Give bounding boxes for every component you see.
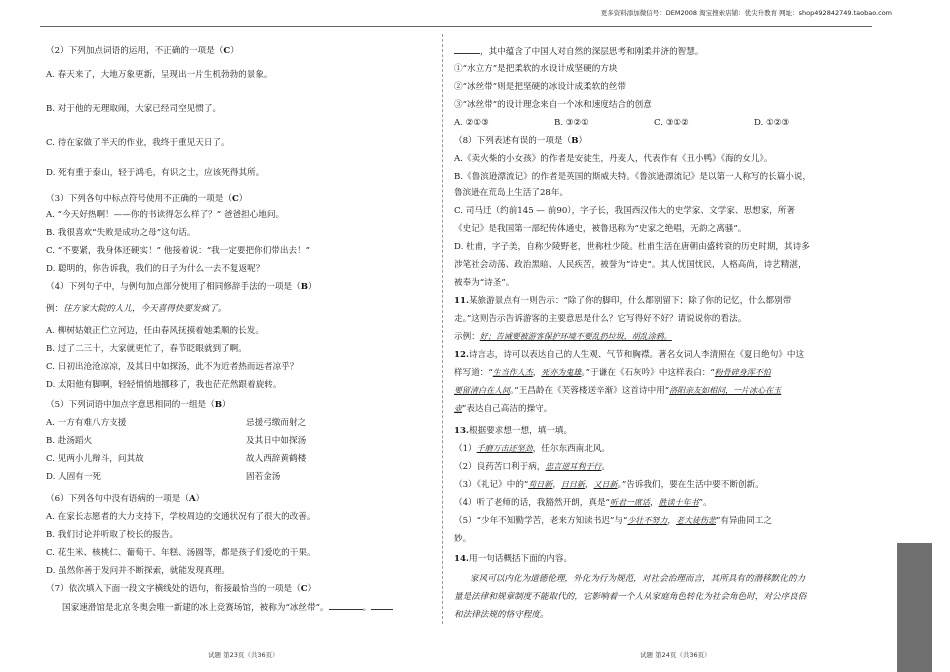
question-6-option-b: B. 我们讨论并听取了校长的报告。: [46, 530, 179, 540]
question-2-stem: （2）下列加点词语的运用，不正确的一项是（C）: [46, 46, 239, 56]
question-11-stem-cont: 走。”这则告示告诉游客的主要意思是什么？它写得好不好？请说说你的看法。: [454, 314, 747, 324]
question-6-option-c: C. 花生米、核桃仁、葡萄干、年糕、汤圆等，都是孩子们爱吃的干果。: [46, 548, 316, 558]
question-8-option-c-cont: 《史记》是我国第一部纪传体通史，被鲁迅称为“史家之绝唱，无韵之离骚”。: [454, 224, 747, 234]
question-14-stem: 14.用一句话概括下面的内容。: [454, 554, 573, 564]
question-5-stem: （5）下列词语中加点字意思相同的一组是（B）: [46, 400, 231, 410]
page-number-left: 试题 第23页（共36页）: [208, 651, 279, 659]
question-8-option-c: C. 司马迁（约前145 — 前90），字子长，我国西汉伟大的史学家、文学家、思想家，所著: [454, 206, 796, 216]
question-2-answer: C: [223, 46, 231, 56]
question-2-option-b: B. 对于他的无理取闹，大家已经司空见惯了。: [46, 104, 222, 114]
question-12-stem: 12.诗言志，诗可以表达自己的人生观、气节和胸襟。著名女词人李清照在《夏日绝句》中这: [454, 350, 805, 360]
question-7-item-1: ①“水立方”是把柔软的水设计成坚硬的方块: [454, 64, 618, 74]
question-13-item-4: （4）听了老师的话，我豁然开朗，真是“听君一席话，胜读十年书”。: [454, 498, 712, 508]
question-5-row: C. 见两小儿辩斗，问其故 故人西辞黄鹤楼: [46, 454, 307, 464]
header-rule: [40, 26, 872, 27]
question-13-item-1: （1）千磨万击还坚劲，任尔东西南北风。: [454, 444, 611, 454]
header-banner: 更多资料添加微信号：DEM2008 淘宝搜索店铺：优尖升教育 网址：shop492842749.taobao.com: [600, 9, 892, 17]
answer-blank: [371, 600, 393, 610]
question-14-passage-2: 量是法律和规章制度不能取代的，它影响着一个人从家庭角色转化为社会角色时，对公序良俗: [454, 592, 807, 602]
question-5-row: D. 人固有一死 固若金汤: [46, 472, 281, 482]
question-3-answer: C: [231, 194, 239, 204]
question-4-option-a: A. 柳树姑娘正伫立河边，任由春风抚摸着她柔顺的长发。: [46, 326, 264, 336]
page-number-right: 试题 第24页（共36页）: [640, 651, 711, 659]
answer-blank: [329, 600, 363, 610]
question-7-stem: （7）依次填入下面一段文字横线处的语句，衔接最恰当的一项是（C）: [46, 584, 317, 594]
question-4-answer: B: [300, 282, 308, 292]
question-8-option-a: A.《卖火柴的小女孩》的作者是安徒生，丹麦人，代表作有《丑小鸭》《海的女儿》。: [454, 154, 773, 164]
question-12-line-3: 要留清白在人间。”王昌龄在《芙蓉楼送辛渐》这首诗中用“洛阳亲友如相问，一片冰心在玉: [454, 386, 782, 396]
question-6-answer: A: [188, 494, 196, 504]
question-7-answer: C: [300, 584, 308, 594]
question-6-stem: （6）下列各句中没有语病的一项是（A）: [46, 494, 205, 504]
question-14-passage-1: 家风可以内化为道德伦理，外化为行为规范，对社会治理而言，其所具有的潜移默化的力: [470, 574, 806, 584]
question-4-option-d: D. 太阳他有脚啊，轻轻悄悄地挪移了，我也茫茫然跟着旋转。: [46, 380, 282, 390]
question-2-option-a: A. 春天来了，大地万象更新，呈现出一片生机勃勃的景象。: [46, 70, 273, 80]
question-13-item-5: （5）“少年不知勤学苦，老来方知读书迟”与“少壮不努力，老大徒伤悲”有异曲同工之: [454, 516, 772, 526]
question-3-option-b: B. 我很喜欢“失败是成功之母”这句话。: [46, 228, 196, 238]
question-13-stem: 13.根据要求想一想，填一填。: [454, 426, 573, 436]
question-8-option-d-cont: 涉笔社会动荡、政治黑暗、人民疾苦，被誉为“诗史”。其人忧国忧民，人格高尚，诗艺精湛，: [454, 260, 807, 270]
question-5-answer: B: [214, 400, 223, 410]
question-13-item-5-end: 妙。: [454, 534, 472, 544]
question-6-option-a: A. 在家长志愿者的大力支持下，学校周边的交通状况有了很大的改善。: [46, 512, 316, 522]
question-2-option-c: C. 待在家做了半天的作业，我终于重见天日了。: [46, 138, 230, 148]
question-6-option-d: D. 虽然你善于发问并不断探索，就能发现真理。: [46, 566, 230, 576]
question-8-option-b-cont: 鲁滨逊在荒岛上生活了28年。: [454, 188, 569, 198]
question-7-item-3: ③“冰丝带”的设计理念来自一个冰和速度结合的创意: [454, 100, 652, 110]
question-3-option-d: D. 聪明的，你告诉我，我们的日子为什么一去不复返呢？: [46, 264, 265, 274]
question-8-stem: （8）下列表述有误的一项是（B）: [454, 136, 588, 146]
scrollbar-thumb[interactable]: [897, 543, 932, 672]
question-8-option-b: B.《鲁滨逊漂流记》的作者是英国的斯威夫特。《鲁滨逊漂流记》是以第一人称写的长篇小说，: [454, 172, 812, 182]
question-7-item-2: ②“冰丝带”则是把坚硬的冰设计成柔软的丝带: [454, 82, 627, 92]
question-12-line-2: 样写道：“生当作人杰，死亦为鬼雄。”于谦在《石灰吟》中这样表白：“粉骨碎身浑不怕: [454, 368, 771, 378]
question-7-continuation: ，其中蕴含了中国人对自然的深层思考和刚柔并济的智慧。: [454, 44, 703, 59]
question-4-option-c: C. 日初出沧沧凉凉，及其日中如探汤，此不为近者热而远者凉乎？: [46, 362, 299, 372]
question-8-option-d: D. 杜甫，字子美，自称少陵野老，世称杜少陵。杜甫生活在唐朝由盛转衰的历史时期，其诗多: [454, 242, 810, 252]
question-3-option-c: C. “不要紧，我身体还硬实！” 他接着说：“我一定要把你们带出去！”: [46, 246, 311, 256]
question-4-stem: （4）下列句子中，与例句加点部分使用了相同修辞手法的一项是（B）: [46, 282, 317, 292]
question-11-sample-answer: 示例：好；告诫要被游客保护环境不要乱扔垃圾，胡乱涂鸦。: [454, 332, 672, 342]
column-divider: [442, 34, 443, 624]
question-5-row: A. 一方有难八方支援 忌援弓缴而射之: [46, 418, 307, 428]
question-13-item-3: （3）《礼记》中的“苟日新，日日新，又日新。”告诉我们，要在生活中要不断创新。: [454, 480, 764, 490]
question-5-row: B. 赴汤蹈火 及其日中如探汤: [46, 436, 307, 446]
question-4-example: 例：往方家大院的人儿，今天喜得快要发疯了。: [46, 304, 227, 314]
question-14-passage-3: 和法律法规的恪守程度。: [454, 610, 549, 620]
question-3-option-a: A. “今天好热啊！——你的书读得怎么样了？” 爸爸担心地问。: [46, 210, 285, 220]
question-7-passage: 国家速滑馆是北京冬奥会唯一新建的冰上竞赛场馆，被称为“冰丝带”。 。: [62, 600, 393, 615]
question-13-item-2: （2）良药苦口利于病，忠言逆耳利于行。: [454, 462, 611, 472]
question-12-line-4: 壶”表达自己高洁的操守。: [454, 404, 553, 414]
question-4-option-b: B. 过了二三十，大家就更忙了，春节眨眼就到了啊。: [46, 344, 247, 354]
question-8-option-d-end: 被奉为“诗圣”。: [454, 278, 515, 288]
question-2-option-d: D. 死有重于泰山，轻于鸿毛，有识之士，应该死得其所。: [46, 168, 265, 178]
question-3-stem: （3）下列各句中标点符号使用不正确的一项是（C）: [46, 194, 248, 204]
question-8-answer: B: [571, 136, 579, 146]
answer-blank: [454, 44, 480, 54]
question-11-stem: 11.某旅游景点有一则告示：“除了你的脚印，什么都别留下；除了你的记忆，什么都别带: [454, 296, 792, 306]
